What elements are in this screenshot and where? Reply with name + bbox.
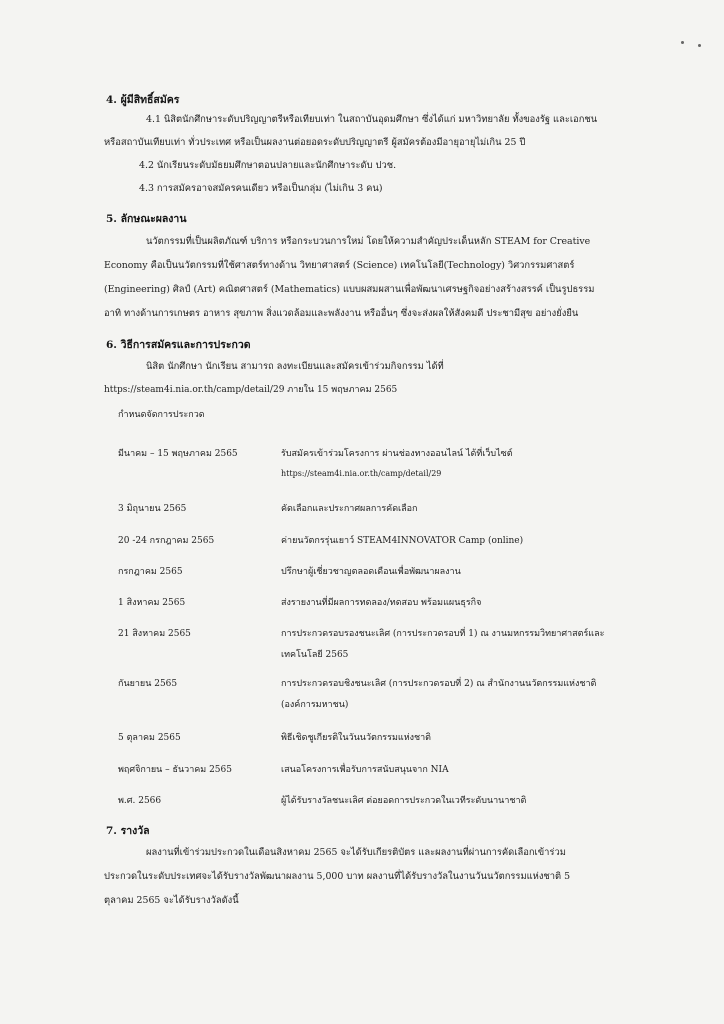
section-4-line-4: 4.3 การสมัครอาจสมัครคนเดียว หรือเป็นกลุ่ม (ไม่เกิน 3 คน) <box>139 183 383 194</box>
schedule-desc-cont: (องค์การมหาชน) <box>281 700 349 710</box>
schedule-date: กันยายน 2565 <box>118 679 178 689</box>
section-6-line-1: นิสิต นักศึกษา นักเรียน สามารถ ลงทะเบียนและสมัครเข้าร่วมกิจกรรม ได้ที่ <box>146 361 444 372</box>
schedule-date: พฤศจิกายน – ธันวาคม 2565 <box>118 765 232 775</box>
section-5-line-3: (Engineering) ศิลป์ (Art) คณิตศาสตร์ (Mathematics) แบบผสมผสานเพื่อพัฒนาเศรษฐกิจอย่างสร้างสรรค์ เป็นรูปธรรม <box>104 284 595 295</box>
section-5-line-2: Economy คือเป็นนวัตกรรมที่ใช้ศาสตร์ทางด้าน วิทยาศาสตร์ (Science) เทคโนโลยี(Technology) วิศวกรรมศาสตร์ <box>104 260 575 271</box>
schedule-date: 20 -24 กรกฎาคม 2565 <box>118 536 215 546</box>
schedule-desc: ค่ายนวัตกรรุ่นเยาว์ STEAM4INNOVATOR Camp (online) <box>281 536 524 546</box>
schedule-desc: การประกวดรอบรองชนะเลิศ (การประกวดรอบที่ 1) ณ งานมหกรรมวิทยาศาสตร์และ <box>281 629 605 639</box>
section-4-line-2: หรือสถาบันเทียบเท่า ทั่วประเทศ หรือเป็นผลงานต่อยอดระดับปริญญาตรี ผู้สมัครต้องมีอายุอายุไม่เกิน 25 ปี <box>104 137 526 148</box>
section-7-line-3: ตุลาคม 2565 จะได้รับรางวัลดังนี้ <box>104 895 239 906</box>
section-7-line-2: ประกวดในระดับประเทศจะได้รับรางวัลพัฒนาผลงาน 5,000 บาท ผลงานที่ได้รับรางวัลในงานวันนวัตกรรมแห่งชาติ 5 <box>104 871 571 882</box>
schedule-date: 21 สิงหาคม 2565 <box>118 629 191 639</box>
schedule-desc-cont: เทคโนโลยี 2565 <box>281 650 349 660</box>
schedule-label: กำหนดจัดการประกวด <box>118 410 205 420</box>
section-4-line-3: 4.2 นักเรียนระดับมัธยมศึกษาตอนปลายและนักศึกษาระดับ ปวช. <box>139 160 397 171</box>
schedule-desc-url: https://steam4i.nia.or.th/camp/detail/29 <box>281 469 442 478</box>
scan-speck <box>681 41 684 44</box>
schedule-desc: เสนอโครงการเพื่อรับการสนับสนุนจาก NIA <box>281 765 449 775</box>
schedule-desc: การประกวดรอบชิงชนะเลิศ (การประกวดรอบที่ 2) ณ สำนักงานนวัตกรรมแห่งชาติ <box>281 679 597 689</box>
schedule-desc: ผู้ได้รับรางวัลชนะเลิศ ต่อยอดการประกวดในเวทีระดับนานาชาติ <box>281 796 527 806</box>
section-4-line-1: 4.1 นิสิตนักศึกษาระดับปริญญาตรีหรือเทียบเท่า ในสถาบันอุดมศึกษา ซึ่งได้แก่ มหาวิทยาลัย ทั้งของรัฐ และเอกชน <box>146 114 598 125</box>
schedule-date: 5 ตุลาคม 2565 <box>118 733 181 743</box>
section-7-line-1: ผลงานที่เข้าร่วมประกวดในเดือนสิงหาคม 2565 จะได้รับเกียรติบัตร และผลงานที่ผ่านการคัดเลือกเข้าร่วม <box>146 847 566 858</box>
section-4-heading: 4. ผู้มีสิทธิ์สมัคร <box>106 94 180 106</box>
section-5-heading: 5. ลักษณะผลงาน <box>106 213 187 225</box>
schedule-desc: ส่งรายงานที่มีผลการทดลอง/ทดสอบ พร้อมแผนธุรกิจ <box>281 598 482 608</box>
section-6-url-line: https://steam4i.nia.or.th/camp/detail/29 ภายใน 15 พฤษภาคม 2565 <box>104 385 398 395</box>
schedule-date: กรกฎาคม 2565 <box>118 567 183 577</box>
schedule-date: 1 สิงหาคม 2565 <box>118 598 186 608</box>
schedule-desc: พิธีเชิดชูเกียรติในวันนวัตกรรมแห่งชาติ <box>281 733 432 743</box>
schedule-date: มีนาคม – 15 พฤษภาคม 2565 <box>118 449 238 459</box>
schedule-desc: คัดเลือกและประกาศผลการคัดเลือก <box>281 504 418 514</box>
schedule-desc: รับสมัครเข้าร่วมโครงการ ผ่านช่องทางออนไลน์ ได้ที่เว็บไซต์ <box>281 449 513 459</box>
section-7-heading: 7. รางวัล <box>106 825 150 837</box>
section-6-heading: 6. วิธีการสมัครและการประกวด <box>106 339 251 351</box>
schedule-date: 3 มิถุนายน 2565 <box>118 504 187 514</box>
scan-speck <box>698 44 701 47</box>
section-5-line-4: อาทิ ทางด้านการเกษตร อาหาร สุขภาพ สิ่งแวดล้อมและพลังงาน หรืออื่นๆ ซึ่งจะส่งผลให้สังคมดี ประชามีสุข อย่างยั่งยืน <box>104 308 579 319</box>
section-5-line-1: นวัตกรรมที่เป็นผลิตภัณฑ์ บริการ หรือกระบวนการใหม่ โดยให้ความสำคัญประเด็นหลัก STEAM for Creative <box>146 236 591 247</box>
schedule-desc: ปรึกษาผู้เชี่ยวชาญตลอดเดือนเพื่อพัฒนาผลงาน <box>281 567 461 577</box>
schedule-date: พ.ศ. 2566 <box>118 796 162 806</box>
